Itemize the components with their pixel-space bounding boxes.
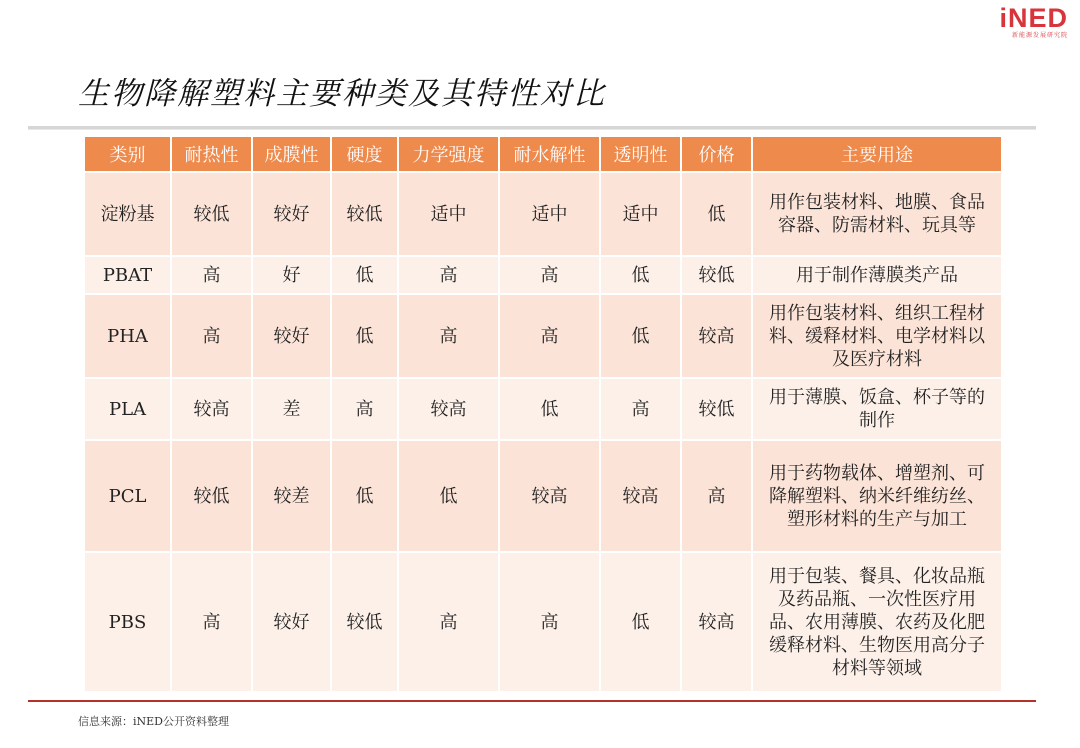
cell-hydrolysis-resistance: 高 (499, 294, 600, 378)
cell-hydrolysis-resistance: 适中 (499, 172, 600, 256)
header-transparency: 透明性 (600, 136, 681, 172)
cell-price: 较高 (681, 552, 752, 692)
logo-subtitle: 新能源发展研究院 (1011, 32, 1068, 39)
cell-film-forming: 好 (252, 256, 331, 294)
cell-main-usage: 用作包装材料、组织工程材料、缓释材料、电学材料以及医疗材料 (752, 294, 1002, 378)
page-title: 生物降解塑料主要种类及其特性对比 (78, 76, 606, 112)
header-category: 类别 (84, 136, 171, 172)
cell-hydrolysis-resistance: 低 (499, 378, 600, 440)
cell-transparency: 适中 (600, 172, 681, 256)
cell-transparency: 低 (600, 256, 681, 294)
cell-heat-resistance: 高 (171, 256, 252, 294)
header-heat-resistance: 耐热性 (171, 136, 252, 172)
table-row (84, 440, 1002, 552)
cell-transparency: 低 (600, 552, 681, 692)
cell-mechanical-strength: 高 (398, 256, 499, 294)
cell-category: PHA (84, 294, 171, 378)
header-mechanical-strength: 力学强度 (398, 136, 499, 172)
cell-main-usage: 用于薄膜、饭盒、杯子等的制作 (752, 378, 1002, 440)
header-film-forming: 成膜性 (252, 136, 331, 172)
cell-category: PBAT (84, 256, 171, 294)
cell-main-usage: 用于药物载体、增塑剂、可降解塑料、纳米纤维纺丝、塑形材料的生产与加工 (752, 440, 1002, 552)
cell-category: PCL (84, 440, 171, 552)
cell-hardness: 较低 (331, 552, 398, 692)
cell-heat-resistance: 较低 (171, 440, 252, 552)
cell-price: 高 (681, 440, 752, 552)
table-row (84, 172, 1002, 256)
cell-hardness: 较低 (331, 172, 398, 256)
table-row (84, 256, 1002, 294)
cell-category: 淀粉基 (84, 172, 171, 256)
cell-main-usage: 用于制作薄膜类产品 (752, 256, 1002, 294)
cell-heat-resistance: 较低 (171, 172, 252, 256)
cell-price: 较低 (681, 256, 752, 294)
cell-price: 较高 (681, 294, 752, 378)
cell-price: 较低 (681, 378, 752, 440)
cell-heat-resistance: 高 (171, 552, 252, 692)
comparison-table (83, 135, 1003, 693)
cell-heat-resistance: 较高 (171, 378, 252, 440)
table-header-row (84, 136, 1002, 172)
cell-hydrolysis-resistance: 高 (499, 256, 600, 294)
cell-hardness: 低 (331, 256, 398, 294)
title-divider (28, 126, 1036, 130)
cell-category: PBS (84, 552, 171, 692)
logo (999, 4, 1068, 40)
cell-hardness: 低 (331, 440, 398, 552)
cell-mechanical-strength: 高 (398, 294, 499, 378)
header-main-usage: 主要用途 (752, 136, 1002, 172)
cell-hardness: 低 (331, 294, 398, 378)
cell-mechanical-strength: 较高 (398, 378, 499, 440)
cell-mechanical-strength: 低 (398, 440, 499, 552)
table-row (84, 552, 1002, 692)
cell-heat-resistance: 高 (171, 294, 252, 378)
cell-transparency: 低 (600, 294, 681, 378)
header-hardness: 硬度 (331, 136, 398, 172)
cell-hydrolysis-resistance: 高 (499, 552, 600, 692)
cell-mechanical-strength: 适中 (398, 172, 499, 256)
cell-film-forming: 较好 (252, 552, 331, 692)
cell-transparency: 较高 (600, 440, 681, 552)
source-note: 信息来源：iNED公开资料整理 (78, 715, 229, 728)
footer-divider (28, 700, 1036, 702)
table-row (84, 378, 1002, 440)
cell-price: 低 (681, 172, 752, 256)
header-hydrolysis-resistance: 耐水解性 (499, 136, 600, 172)
cell-hydrolysis-resistance: 较高 (499, 440, 600, 552)
cell-film-forming: 较差 (252, 440, 331, 552)
cell-hardness: 高 (331, 378, 398, 440)
cell-transparency: 高 (600, 378, 681, 440)
cell-film-forming: 差 (252, 378, 331, 440)
cell-main-usage: 用作包装材料、地膜、食品容器、防需材料、玩具等 (752, 172, 1002, 256)
cell-mechanical-strength: 高 (398, 552, 499, 692)
cell-film-forming: 较好 (252, 172, 331, 256)
cell-main-usage: 用于包装、餐具、化妆品瓶及药品瓶、一次性医疗用品、农用薄膜、农药及化肥缓释材料、生物医用高分子材料等领域 (752, 552, 1002, 692)
cell-film-forming: 较好 (252, 294, 331, 378)
cell-category: PLA (84, 378, 171, 440)
header-price: 价格 (681, 136, 752, 172)
table-row (84, 294, 1002, 378)
logo-mark: iNED (999, 3, 1068, 33)
